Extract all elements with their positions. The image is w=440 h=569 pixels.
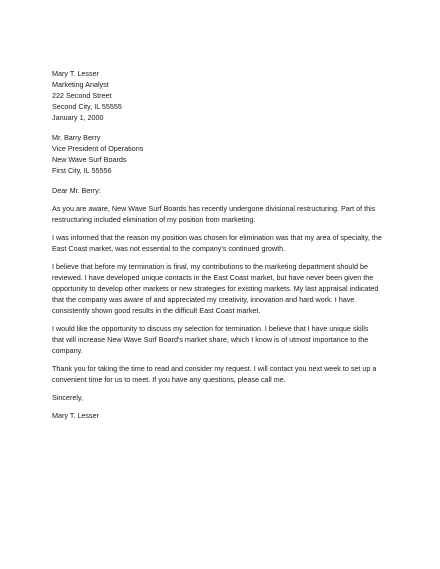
closing: Sincerely,: [52, 393, 84, 402]
paragraph-line: I believe that before my termination is final, my contributions to the marketing department should be: [52, 262, 369, 271]
paragraph-line: reviewed. I have developed unique contacts in the East Coast market, but have never been given the: [52, 273, 374, 282]
paragraph: [52, 203, 392, 225]
paragraph-line: Thank you for taking the time to read and consider my request. I will contact you next week to set up a: [52, 364, 377, 373]
recipient-name: Mr. Barry Berry: [52, 133, 101, 142]
paragraph-line: that will increase New Wave Surf Board's market share, which I know is of utmost importance to the: [52, 335, 369, 344]
paragraph-line: opportunity to develop other markets or new strategies for existing markets. My last appraisal indicated: [52, 284, 379, 293]
letter-date: January 1, 2000: [52, 113, 104, 122]
paragraph-line: consistently shown good results in the difficult East Coast market.: [52, 306, 261, 315]
paragraph-line: convenient time for us to meet. If you have any questions, please call me.: [52, 375, 286, 384]
salutation: Dear Mr. Berry:: [52, 186, 101, 195]
recipient-city: First City, IL 55556: [52, 166, 112, 175]
sender-name: Mary T. Lesser: [52, 69, 99, 78]
letter-body: [52, 68, 392, 421]
paragraph: [52, 363, 392, 385]
recipient-company: New Wave Surf Boards: [52, 155, 127, 164]
paragraph-line: I would like the opportunity to discuss my selection for termination. I believe that I have unique skills: [52, 324, 369, 333]
paragraph: [52, 261, 392, 316]
sender-title: Marketing Analyst: [52, 80, 109, 89]
recipient-title: Vice President of Operations: [52, 144, 144, 153]
paragraph-line: East Coast market, was not essential to the company's continued growth.: [52, 244, 286, 253]
recipient-address: [52, 132, 392, 176]
paragraph-line: As you are aware, New Wave Surf Boards has recently undergone divisional restructuring. Part of this: [52, 204, 376, 213]
paragraph: [52, 232, 392, 254]
sender-street: 222 Second Street: [52, 91, 112, 100]
paragraph-line: company.: [52, 346, 83, 355]
paragraph-line: I was informed that the reason my position was chosen for elimination was that my area of specialty, the: [52, 233, 382, 242]
paragraph-line: restructuring included elimination of my position from marketing.: [52, 215, 256, 224]
signature-name: Mary T. Lesser: [52, 411, 99, 420]
sender-city: Second City, IL 55555: [52, 102, 122, 111]
paragraph: [52, 323, 392, 356]
sender-address: [52, 68, 392, 123]
paragraph-line: that the company was aware of and appreciated my creativity, innovation and hard work. I have: [52, 295, 355, 304]
